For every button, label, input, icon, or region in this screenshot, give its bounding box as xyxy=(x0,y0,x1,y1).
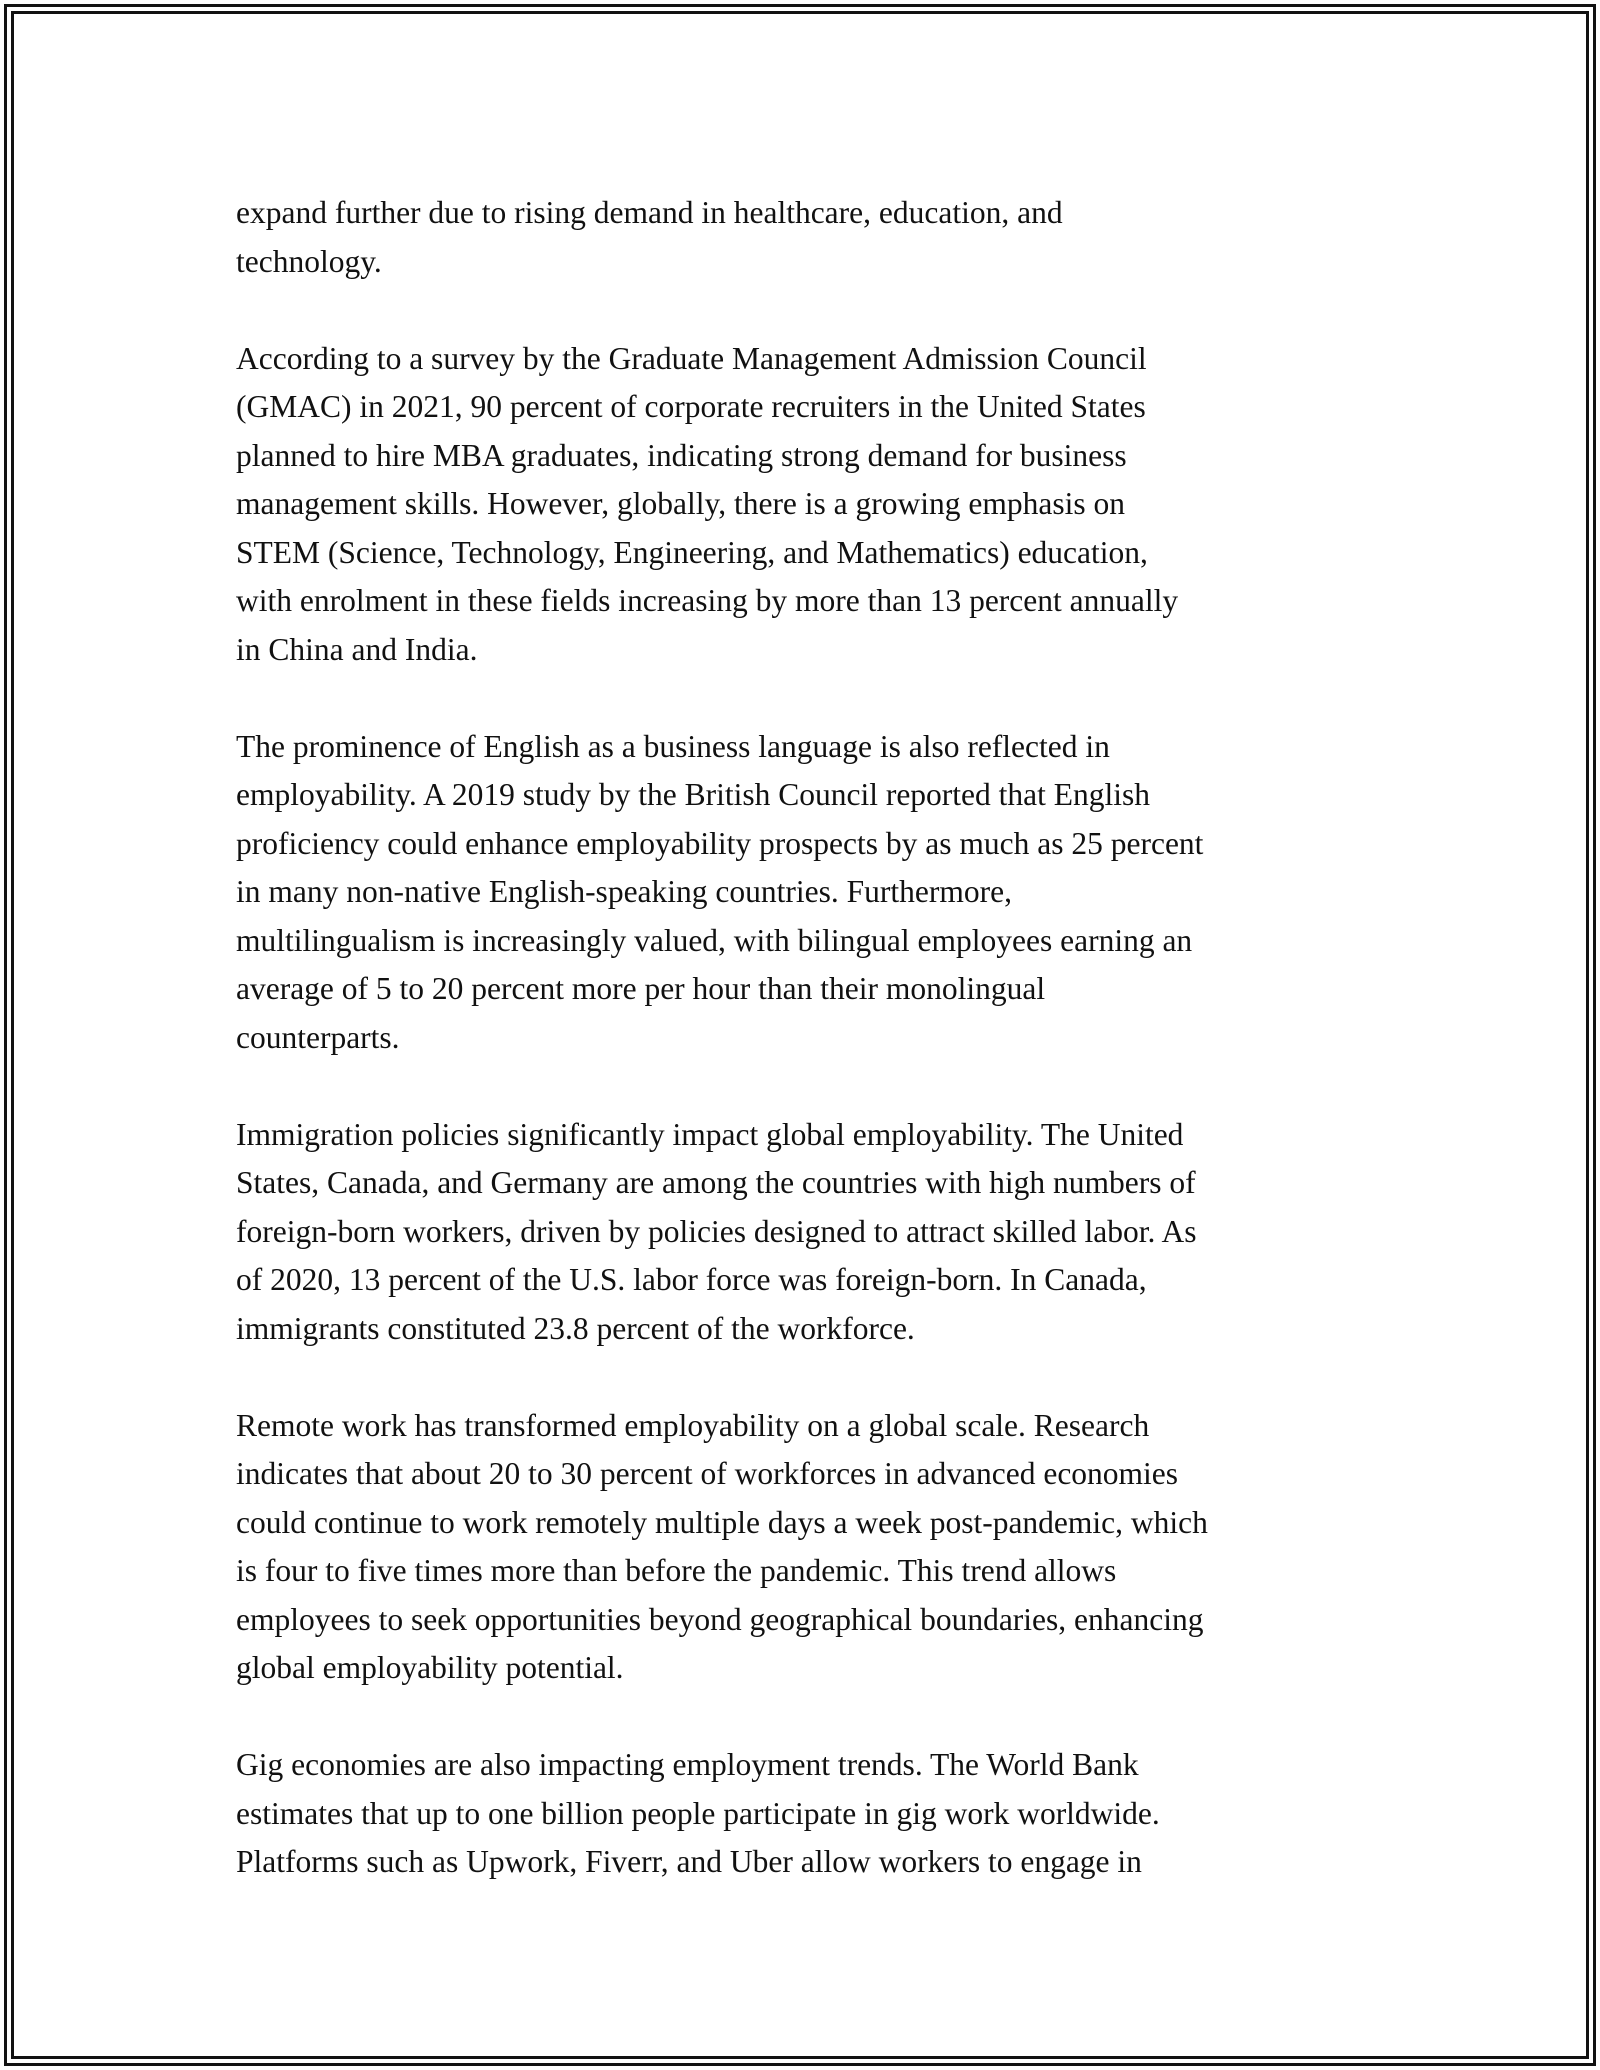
text-line: could continue to work remotely multiple days a week post-pandemic, which xyxy=(236,1504,1208,1540)
text-line: STEM (Science, Technology, Engineering, and Mathematics) education, xyxy=(236,534,1148,570)
text-line: The prominence of English as a business language is also reflected in xyxy=(236,728,1110,764)
paragraph xyxy=(236,1402,1386,1693)
text-line: is four to five times more than before the pandemic. This trend allows xyxy=(236,1553,1117,1588)
text-line: global employability potential. xyxy=(236,1650,624,1685)
text-line: indicates that about 20 to 30 percent of workforces in advanced economies xyxy=(236,1456,1179,1491)
text-line: with enrolment in these fields increasing by more than 13 percent annually xyxy=(236,583,1179,618)
text-line: technology. xyxy=(236,243,382,279)
text-line: proficiency could enhance employability prospects by as much as 25 percent xyxy=(236,825,1204,861)
text-line: According to a survey by the Graduate Management Admission Council xyxy=(236,340,1147,376)
paragraph xyxy=(236,335,1386,675)
text-line: Platforms such as Upwork, Fiverr, and Uber allow workers to engage in xyxy=(236,1844,1142,1879)
text-line: planned to hire MBA graduates, indicating strong demand for business xyxy=(236,437,1127,473)
text-line: estimates that up to one billion people participate in gig work worldwide. xyxy=(236,1795,1160,1831)
text-line: management skills. However, globally, there is a growing emphasis on xyxy=(236,486,1125,521)
text-line: expand further due to rising demand in healthcare, education, and xyxy=(236,195,1063,230)
text-line: foreign-born workers, driven by policies designed to attract skilled labor. As xyxy=(236,1213,1197,1249)
text-line: of 2020, 13 percent of the U.S. labor force was foreign-born. In Canada, xyxy=(236,1262,1147,1297)
paragraph xyxy=(236,1741,1386,1887)
document-body xyxy=(236,189,1386,1887)
text-line: Remote work has transformed employability on a global scale. Research xyxy=(236,1407,1150,1443)
text-line: employees to seek opportunities beyond geographical boundaries, enhancing xyxy=(236,1601,1204,1637)
paragraph xyxy=(236,189,1386,286)
paragraph xyxy=(236,723,1386,1063)
text-line: in many non-native English-speaking countries. Furthermore, xyxy=(236,874,1012,909)
text-line: average of 5 to 20 percent more per hour than their monolingual xyxy=(236,971,1046,1006)
text-line: Immigration policies significantly impact global employability. The United xyxy=(236,1116,1184,1152)
text-line: Gig economies are also impacting employment trends. The World Bank xyxy=(236,1747,1139,1782)
paragraph xyxy=(236,1111,1386,1354)
text-line: (GMAC) in 2021, 90 percent of corporate recruiters in the United States xyxy=(236,389,1146,424)
text-line: counterparts. xyxy=(236,1019,400,1055)
text-line: multilingualism is increasingly valued, with bilingual employees earning an xyxy=(236,922,1193,958)
text-line: States, Canada, and Germany are among the countries with high numbers of xyxy=(236,1165,1196,1200)
text-line: employability. A 2019 study by the British Council reported that English xyxy=(236,777,1151,812)
text-line: in China and India. xyxy=(236,631,478,667)
text-line: immigrants constituted 23.8 percent of the workforce. xyxy=(236,1310,915,1346)
